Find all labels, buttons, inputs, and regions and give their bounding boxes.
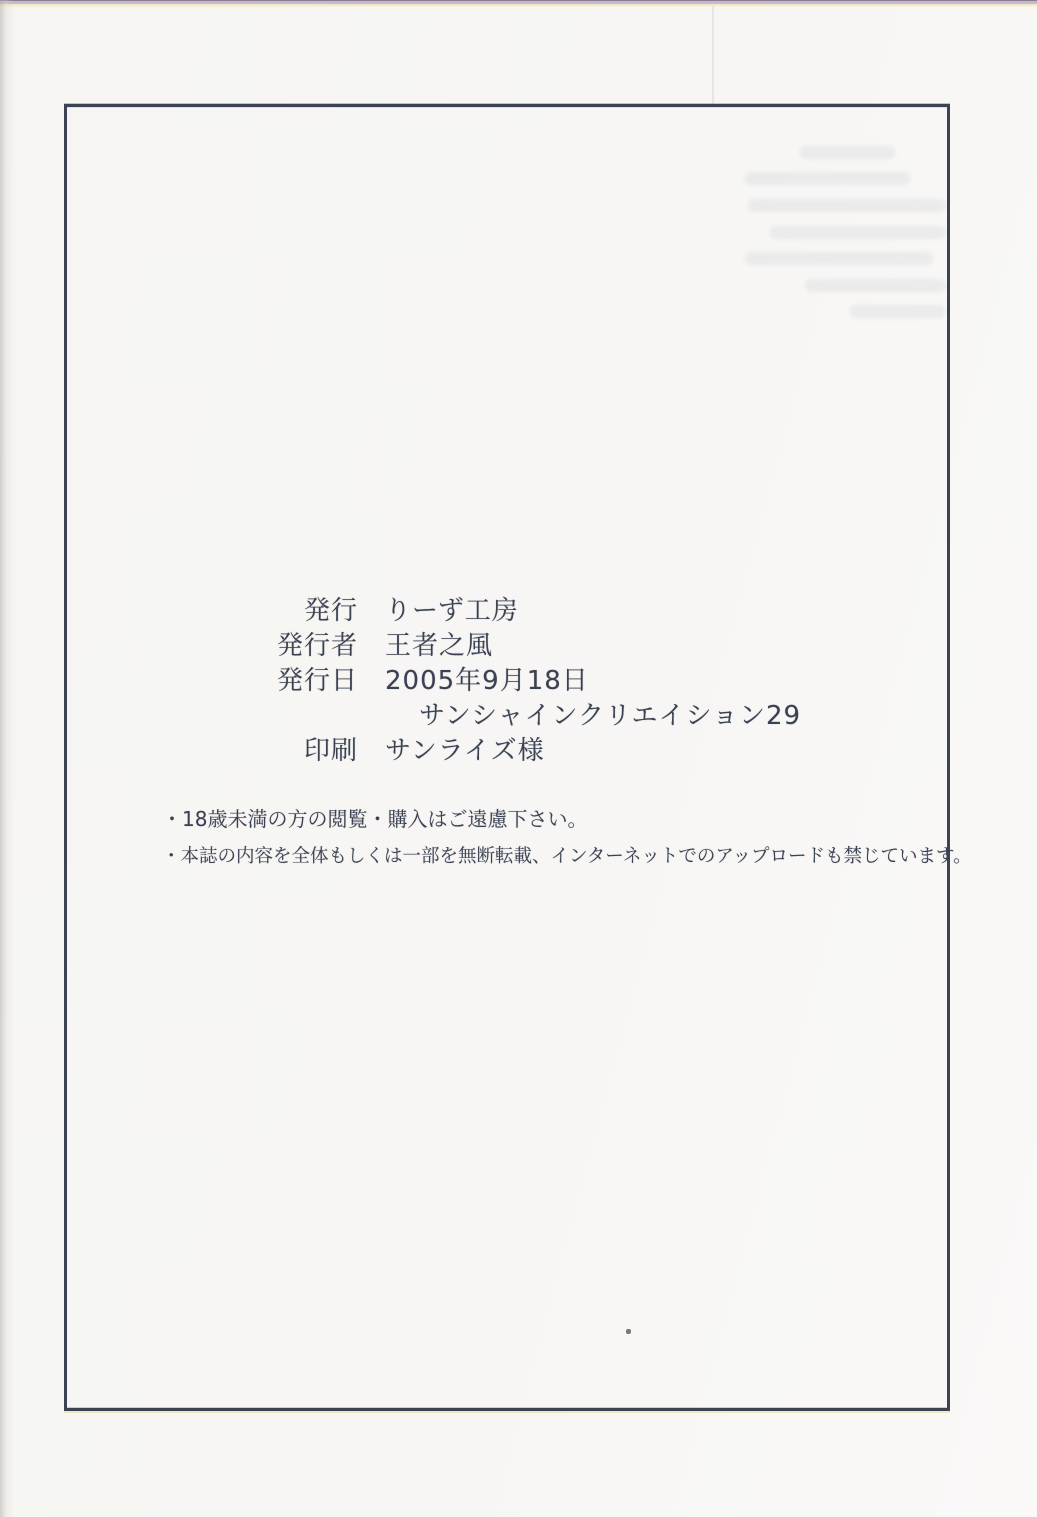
colophon-row-event <box>240 699 801 734</box>
colophon-row-publisher <box>240 594 801 629</box>
disclaimer-reproduction-notice: ・本誌の内容を全体もしくは一部を無断転載、インターネットでのアップロードも禁じています。 <box>162 846 972 867</box>
colophon-value: 2005年9月18日 <box>385 666 589 696</box>
colophon-value: サンライズ様 <box>385 736 545 766</box>
disclaimer-age-notice: ・18歳未満の方の閲覧・購入はご遠慮下さい。 <box>162 807 588 831</box>
disclaimer-block <box>162 806 972 869</box>
colophon-label: 発行日 <box>276 666 358 696</box>
colophon-row-author <box>240 629 801 664</box>
colophon-row-date <box>240 664 801 699</box>
scan-edge-top-strip <box>0 0 1037 7</box>
colophon-label: 発行者 <box>276 631 358 661</box>
scan-edge-left-shadow <box>0 0 14 1517</box>
colophon-label: 印刷 <box>303 736 358 766</box>
colophon-value: 王者之風 <box>385 631 494 661</box>
colophon-value: りーず工房 <box>385 596 519 626</box>
ink-speck <box>626 1329 631 1334</box>
colophon-row-printer <box>240 734 801 769</box>
colophon-label <box>240 699 358 734</box>
colophon-label: 発行 <box>303 596 358 626</box>
colophon-credits-block <box>240 594 801 769</box>
scan-streak-artifact <box>712 6 714 104</box>
colophon-value: サンシャインクリエイション29 <box>419 701 802 731</box>
